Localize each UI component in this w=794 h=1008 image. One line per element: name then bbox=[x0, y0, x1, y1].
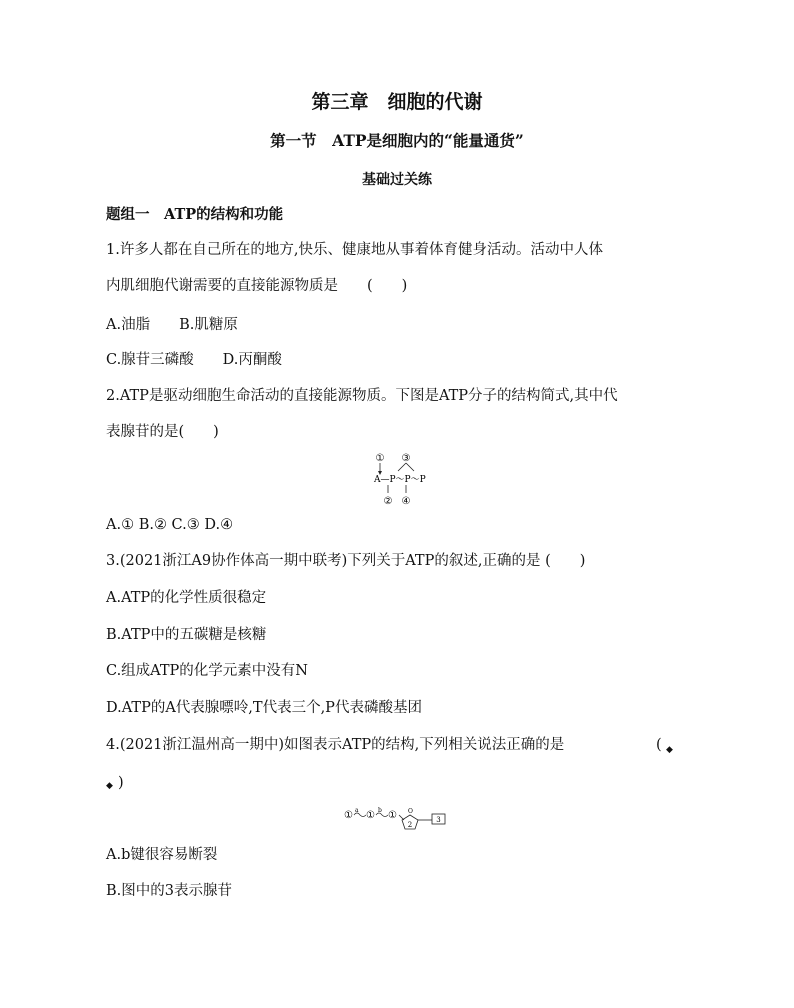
practice-title: 基础过关练 bbox=[362, 172, 432, 188]
fig4-phosphate-2: ① bbox=[366, 810, 375, 821]
q1-options-1: A.油脂 B.肌糖原 bbox=[106, 317, 238, 333]
q3-option-c: C.组成ATP的化学元素中没有N bbox=[106, 663, 308, 679]
inline-stamp-icon: ◆ bbox=[666, 745, 673, 755]
q4-option-a: A.b键很容易断裂 bbox=[106, 847, 218, 863]
fig4-phosphate-3: ① bbox=[388, 810, 397, 821]
q2-line2: 表腺苷的是( ) bbox=[106, 424, 219, 440]
q2-line1: 2.ATP是驱动细胞生命活动的直接能源物质。下图是ATP分子的结构简式,其中代 bbox=[106, 388, 618, 404]
q4-paren-open: ( bbox=[656, 737, 662, 753]
group1-title: 题组一 ATP的结构和功能 bbox=[106, 206, 284, 223]
q4-paren-close: ) bbox=[118, 775, 124, 791]
fig2-label-4: ④ bbox=[401, 496, 411, 507]
inline-stamp-icon: ◆ bbox=[106, 781, 113, 791]
fig4-bond-b: b bbox=[378, 807, 382, 814]
q1-line1: 1.许多人都在自己所在的地方,快乐、健康地从事着体育健身活动。活动中人体 bbox=[106, 242, 603, 258]
q3-line1: 3.(2021浙江A9协作体高一期中联考)下列关于ATP的叙述,正确的是 ( ) bbox=[106, 553, 586, 569]
chapter-title: 第三章 细胞的代谢 bbox=[311, 91, 483, 113]
atp-formula-figure bbox=[366, 449, 430, 509]
q4-option-b: B.图中的3表示腺苷 bbox=[106, 883, 232, 899]
fig2-formula: A—P～P～P bbox=[374, 475, 426, 485]
q4-line1: 4.(2021浙江温州高一期中)如图表示ATP的结构,下列相关说法正确的是 bbox=[106, 737, 565, 753]
fig4-box-label: 3 bbox=[436, 816, 441, 824]
q1-line2: 内肌细胞代谢需要的直接能源物质是 ( ) bbox=[106, 278, 408, 294]
q3-option-a: A.ATP的化学性质很稳定 bbox=[106, 590, 267, 606]
fig4-phosphate-1: ① bbox=[344, 810, 353, 821]
fig2-label-1: ① bbox=[375, 453, 385, 464]
fig4-ring-oxygen: O bbox=[408, 808, 413, 815]
fig4-bond-a: a bbox=[355, 807, 359, 814]
fig2-label-3: ③ bbox=[401, 453, 411, 464]
fig4-ring-label: 2 bbox=[407, 821, 413, 829]
fig2-label-2: ② bbox=[383, 496, 393, 507]
q1-options-2: C.腺苷三磷酸 D.丙酮酸 bbox=[106, 352, 282, 368]
q2-options: A.① B.② C.③ D.④ bbox=[106, 517, 234, 533]
section-title: 第一节 ATP是细胞内的“能量通货” bbox=[270, 131, 524, 150]
q3-option-b: B.ATP中的五碳糖是核糖 bbox=[106, 627, 267, 643]
q3-option-d: D.ATP的A代表腺嘌呤,T代表三个,P代表磷酸基团 bbox=[106, 700, 422, 716]
atp-structure-figure bbox=[344, 804, 450, 834]
